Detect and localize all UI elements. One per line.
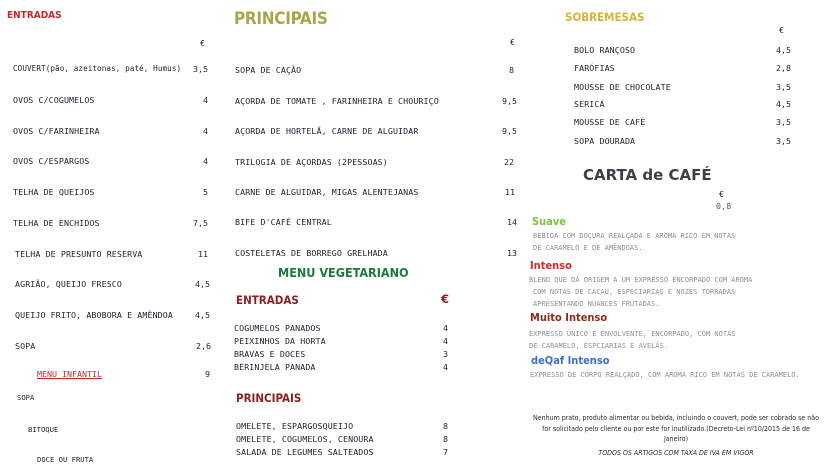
vegetariano-entradas-title: ENTRADAS xyxy=(236,293,299,307)
kids-item: SOPA xyxy=(17,393,35,402)
coffee-desc: APRESENTANDO NUANCES FRUTADAS. xyxy=(533,300,660,308)
list-item: OMELETE, COGUMELOS, CENOURA xyxy=(236,434,374,444)
item-price: 4 xyxy=(443,323,448,333)
item-price: 3,5 xyxy=(193,64,208,74)
coffee-desc: EXPRESSO DE CORPO REALÇADO, COM AROMA RICO EM NOTAS DE CARAMELO. xyxy=(530,371,800,379)
list-item: SOPA DE CAÇÃO xyxy=(235,65,302,75)
list-item: COGUMELOS PANADOS xyxy=(234,323,321,333)
list-item: OVOS C/ESPARGOS xyxy=(13,156,90,166)
list-item: TELHA DE PRESUNTO RESERVA xyxy=(15,249,143,259)
item-price: 2,8 xyxy=(776,63,791,73)
kids-item: BITOQUE xyxy=(28,425,59,434)
list-item: FARÓFIAS xyxy=(574,63,615,73)
list-item: AÇORDA DE HORTELÃ, CARNE DE ALGUIDAR xyxy=(235,126,419,136)
item-price: 3 xyxy=(443,349,448,359)
item-price: 7 xyxy=(443,447,448,457)
list-item: BERINJELA PANADA xyxy=(234,362,316,372)
item-price: 8 xyxy=(443,421,448,431)
item-price: 9,5 xyxy=(502,126,517,136)
item-price: 9,5 xyxy=(502,96,517,106)
coffee-name: Muito Intenso xyxy=(530,311,608,324)
list-item: TELHA DE ENCHIDOS xyxy=(13,218,100,228)
list-item: MOUSSE DE CHOCOLATE xyxy=(574,82,671,92)
iva-notice: TODOS OS ARTIGOS COM TAXA DE IVA EM VIGOR xyxy=(598,449,754,457)
list-item: COUVERT(pão, azeitonas, paté, Humus) xyxy=(13,64,182,73)
cafe-price: 0,8 xyxy=(716,201,732,211)
list-item: AÇORDA DE TOMATE , FARINHEIRA E CHOURIÇO xyxy=(235,96,439,106)
item-price: 11 xyxy=(505,187,515,197)
coffee-name: deQaf Intenso xyxy=(531,354,610,367)
item-price: 13 xyxy=(507,248,517,258)
item-price: 2,6 xyxy=(196,341,211,351)
list-item: QUEIJO FRITO, ABOBORA E AMÊNDOA xyxy=(15,310,173,320)
item-price: 8 xyxy=(509,65,514,75)
list-item: SALADA DE LEGUMES SALTEADOS xyxy=(236,447,374,457)
vegetariano-title: MENU VEGETARIANO xyxy=(278,265,409,280)
coffee-desc: BEBIDA COM DOÇURA REALÇADA E AROMA RICO EM NOTAS xyxy=(533,232,736,240)
item-price: 4 xyxy=(203,126,208,136)
notice-line: Nenhum prato, produto alimentar ou bebida, incluindo o couvert, pode ser cobrado se não xyxy=(533,414,819,422)
list-item: COSTELETAS DE BORREGO GRELHADA xyxy=(235,248,388,258)
menu-infantil-price: 9 xyxy=(205,369,210,379)
list-item: OVOS C/COGUMELOS xyxy=(13,95,95,105)
item-price: 8 xyxy=(443,434,448,444)
list-item: OMELETE, ESPARGOSQUEIJO xyxy=(236,421,354,431)
list-item: SOPA DOURADA xyxy=(574,136,636,146)
list-item: TRILOGIA DE AÇORDAS (2PESSOAS) xyxy=(235,157,388,167)
item-price: 11 xyxy=(198,249,208,259)
kids-item: DOCE OU FRUTA xyxy=(37,455,94,464)
item-price: 4,5 xyxy=(776,45,791,55)
item-price: 4,5 xyxy=(776,99,791,109)
list-item: TELHA DE QUEIJOS xyxy=(13,187,95,197)
vegetariano-currency: € xyxy=(441,292,450,306)
list-item: PEIXINHOS DA HORTA xyxy=(234,336,326,346)
list-item: BRAVAS E DOCES xyxy=(234,349,306,359)
coffee-desc: EXPRESSO ÚNICO E ENVOLVENTE, ENCORPADO, COM NOTAS xyxy=(529,330,736,338)
menu-infantil-title: MENU INFANTIL xyxy=(37,369,102,379)
item-price: 3,5 xyxy=(776,117,791,127)
notice-line: for solicitado pelo cliente ou por este for inutilizado.(Decreto-Lei nº10/2015 de 16 de xyxy=(542,424,810,433)
entradas-title: ENTRADAS xyxy=(7,10,62,21)
list-item: MOUSSE DE CAFÉ xyxy=(574,117,646,127)
coffee-name: Intenso xyxy=(530,259,572,272)
item-price: 4 xyxy=(443,362,448,372)
vegetariano-principais-title: PRINCIPAIS xyxy=(236,391,302,405)
cafe-title: CARTA de CAFÉ xyxy=(583,166,712,184)
list-item: BOLO RANÇOSO xyxy=(574,45,636,55)
list-item: BIFE D'CAFÉ CENTRAL xyxy=(235,217,332,227)
list-item: SOPA xyxy=(15,341,36,351)
list-item: OVOS C/FARINHEIRA xyxy=(13,126,100,136)
notice-line: Janeiro) xyxy=(663,435,689,443)
item-price: 3,5 xyxy=(776,82,791,92)
coffee-desc: DE CARAMELO E DE AMÊNDOAS. xyxy=(533,244,643,252)
item-price: 4 xyxy=(203,95,208,105)
list-item: SERICÁ xyxy=(574,99,605,109)
list-item: CARNE DE ALGUIDAR, MIGAS ALENTEJANAS xyxy=(235,187,419,197)
item-price: 4 xyxy=(203,156,208,166)
coffee-desc: DE CARAMELO, ESPCIARIAS E AVELÃS. xyxy=(529,342,669,350)
sobremesas-title: SOBREMESAS xyxy=(565,10,645,24)
principais-title: PRINCIPAIS xyxy=(234,9,328,29)
coffee-name: Suave xyxy=(532,215,567,228)
item-price: 4,5 xyxy=(195,279,210,289)
cafe-currency: € xyxy=(719,189,725,199)
principais-currency: € xyxy=(510,37,516,47)
coffee-desc: COM NOTAS DE CACAU, ESPECIARIAS E NOZES TORRADAS xyxy=(533,288,736,296)
item-price: 7,5 xyxy=(193,218,208,228)
item-price: 22 xyxy=(504,157,514,167)
item-price: 14 xyxy=(507,217,517,227)
item-price: 3,5 xyxy=(776,136,791,146)
sobremesas-currency: € xyxy=(779,25,785,35)
list-item: AGRIÃO, QUEIJO FRESCO xyxy=(15,279,122,289)
item-price: 5 xyxy=(203,187,208,197)
coffee-desc: BLEND QUE DÁ ORIGEM A UM EXPRESSO ENCORPADO COM AROMA xyxy=(529,276,753,284)
entradas-currency: € xyxy=(200,38,206,48)
item-price: 4 xyxy=(443,336,448,346)
item-price: 4,5 xyxy=(195,310,210,320)
legal-notice xyxy=(520,413,832,445)
